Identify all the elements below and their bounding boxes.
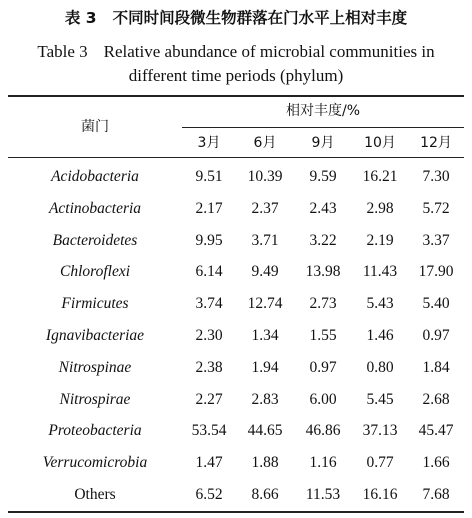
abundance-value: 1.16 (309, 454, 337, 472)
abundance-value: 9.49 (251, 263, 279, 281)
abundance-value: 1.88 (251, 454, 279, 472)
table-row (0, 479, 472, 511)
table-number-zh: 表 3 (64, 9, 97, 27)
phylum-name: Ignavibacteriae (45, 326, 145, 344)
abundance-value: 2.19 (366, 231, 394, 249)
phylum-name: Bacteroidetes (52, 231, 138, 249)
abundance-value: 3.74 (195, 295, 223, 313)
group-header-underline (182, 127, 464, 128)
abundance-value: 5.43 (366, 295, 394, 313)
phylum-name: Proteobacteria (48, 422, 142, 440)
table-caption-chinese (0, 8, 472, 28)
month-header: 3月 (197, 135, 221, 151)
abundance-value: 0.77 (366, 454, 394, 472)
abundance-value: 2.38 (195, 358, 223, 376)
abundance-value: 10.39 (247, 168, 283, 185)
phylum-name: Nitrospirae (59, 390, 131, 408)
abundance-value: 7.68 (422, 485, 450, 503)
abundance-value: 53.54 (191, 422, 227, 440)
group-header-relative-abundance: 相对丰度/% (285, 103, 361, 119)
abundance-value: 45.47 (418, 422, 454, 440)
abundance-value: 9.95 (195, 231, 223, 249)
phylum-name: Chloroflexi (59, 263, 131, 281)
table-title-en-line-1 (0, 40, 472, 64)
abundance-value: 1.47 (195, 454, 223, 472)
abundance-value: 3.71 (251, 231, 279, 249)
abundance-value: 46.86 (305, 422, 341, 440)
abundance-value: 6.14 (195, 263, 223, 281)
abundance-value: 13.98 (305, 263, 341, 281)
abundance-value: 6.52 (195, 485, 223, 503)
table-number-en: Table 3 (37, 42, 88, 61)
abundance-value: 1.34 (251, 326, 279, 344)
abundance-value: 2.17 (195, 199, 223, 217)
abundance-value: 9.51 (195, 168, 223, 185)
abundance-value: 3.37 (422, 231, 450, 249)
abundance-value: 8.66 (251, 485, 279, 503)
abundance-value: 1.94 (251, 358, 279, 376)
abundance-value: 2.27 (195, 390, 223, 408)
abundance-value: 5.72 (422, 199, 450, 217)
month-header-row (0, 131, 472, 155)
phylum-name: Verrucomicrobia (42, 454, 148, 472)
abundance-value: 2.30 (195, 326, 223, 344)
abundance-value: 2.73 (309, 295, 337, 313)
table-title-en-line-2: different time periods (phylum) (128, 66, 344, 85)
abundance-value: 1.84 (422, 358, 450, 376)
abundance-value: 37.13 (362, 422, 398, 440)
abundance-value: 17.90 (418, 263, 454, 281)
month-header: 6月 (253, 135, 277, 151)
abundance-value: 12.74 (247, 295, 283, 313)
row-header-phylum: 菌门 (81, 119, 109, 135)
top-rule (8, 95, 464, 97)
month-header: 10月 (364, 135, 396, 151)
month-header: 12月 (420, 135, 452, 151)
abundance-value: 7.30 (422, 168, 450, 185)
abundance-value: 0.80 (366, 358, 394, 376)
abundance-value: 11.43 (362, 263, 398, 281)
abundance-value: 0.97 (309, 358, 337, 376)
abundance-value: 5.40 (422, 295, 450, 313)
abundance-value: 11.53 (305, 485, 341, 503)
table-title-zh: 不同时间段微生物群落在门水平上相对丰度 (112, 9, 408, 27)
header-rule (8, 157, 464, 158)
table-row (0, 352, 472, 384)
abundance-value: 2.43 (309, 199, 337, 217)
table-body (0, 161, 472, 511)
table-row (0, 447, 472, 479)
phylum-name: Acidobacteria (51, 168, 139, 185)
phylum-name: Actinobacteria (48, 199, 142, 217)
abundance-value: 44.65 (247, 422, 283, 440)
table-row (0, 193, 472, 225)
table-row (0, 288, 472, 320)
phylum-name: Firmicutes (61, 295, 129, 313)
month-header: 9月 (311, 135, 335, 151)
table-row (0, 320, 472, 352)
bottom-rule (8, 511, 464, 513)
table-row (0, 225, 472, 257)
abundance-value: 1.55 (309, 326, 337, 344)
phylum-name: Others (74, 485, 116, 503)
abundance-value: 1.46 (366, 326, 394, 344)
table-row (0, 415, 472, 447)
abundance-value: 2.68 (422, 390, 450, 408)
abundance-value: 16.16 (362, 485, 398, 503)
abundance-value: 1.66 (422, 454, 450, 472)
table-row (0, 256, 472, 288)
abundance-value: 2.37 (251, 199, 279, 217)
table-title-en-text-1: Relative abundance of microbial communities in (103, 42, 435, 61)
table-caption-english (0, 40, 472, 88)
abundance-value: 2.98 (366, 199, 394, 217)
abundance-value: 16.21 (362, 168, 398, 185)
abundance-value: 9.59 (309, 168, 337, 185)
abundance-value: 3.22 (309, 231, 337, 249)
abundance-value: 0.97 (422, 326, 450, 344)
abundance-value: 6.00 (309, 390, 337, 408)
abundance-value: 2.83 (251, 390, 279, 408)
table-row (0, 161, 472, 193)
phylum-name: Nitrospinae (58, 358, 132, 376)
table-row (0, 384, 472, 416)
abundance-value: 5.45 (366, 390, 394, 408)
